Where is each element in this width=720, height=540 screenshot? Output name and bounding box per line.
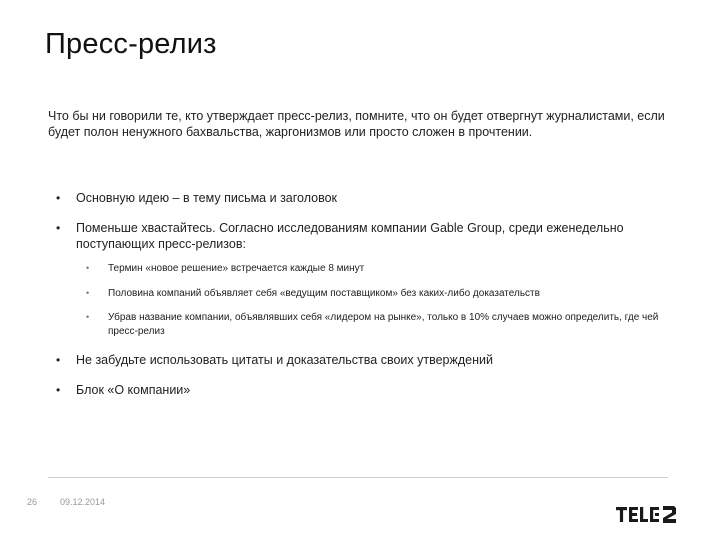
- bullet-dot-icon: •: [56, 383, 61, 397]
- page-number: 26: [27, 497, 38, 507]
- bullet-item: [48, 220, 668, 338]
- tele2-logo: [616, 498, 696, 526]
- bullet-item: [48, 352, 668, 368]
- footer-divider: [48, 477, 668, 478]
- slide-title: Пресс-релиз: [45, 28, 217, 60]
- bullet-item: [48, 382, 668, 398]
- bullet-text: Поменьше хвастайтесь. Согласно исследованиям компании Gable Group, среди еженедельно поступающих пресс-релизов:: [76, 221, 624, 251]
- sub-bullet-text: Термин «новое решение» встречается каждые 8 минут: [108, 263, 365, 274]
- sub-bullet-item: [76, 311, 668, 338]
- bullet-list: [48, 190, 668, 412]
- sub-bullet-dot-icon: •: [86, 287, 90, 298]
- sub-bullet-item: [76, 287, 668, 301]
- footer-date: 09.12.2014: [60, 497, 106, 507]
- bullet-text: Не забудьте использовать цитаты и доказательства своих утверждений: [76, 353, 493, 367]
- sub-bullet-dot-icon: •: [86, 263, 90, 273]
- sub-bullet-list: [76, 262, 668, 338]
- intro-paragraph: Что бы ни говорили те, кто утверждает пресс-релиз, помните, что он будет отвергнут журналистами, если будет полон ненужного бахвальства, жаргонизмов или просто сложен в прочтении.: [48, 109, 665, 139]
- bullet-text: Блок «О компании»: [76, 383, 191, 397]
- bullet-dot-icon: •: [56, 221, 61, 235]
- sub-bullet-text: Убрав название компании, объявлявших себя «лидером на рынке», только в 10% случаев можно определить, где чей пресс-релиз: [108, 312, 659, 337]
- sub-bullet-item: [76, 262, 668, 276]
- bullet-dot-icon: •: [56, 191, 61, 205]
- bullet-text: Основную идею – в тему письма и заголовок: [76, 191, 338, 205]
- sub-bullet-dot-icon: •: [86, 312, 90, 322]
- sub-bullet-text: Половина компаний объявляет себя «ведущим поставщиком» без каких-либо доказательств: [108, 287, 540, 299]
- bullet-dot-icon: •: [56, 353, 61, 367]
- bullet-item: [48, 190, 668, 206]
